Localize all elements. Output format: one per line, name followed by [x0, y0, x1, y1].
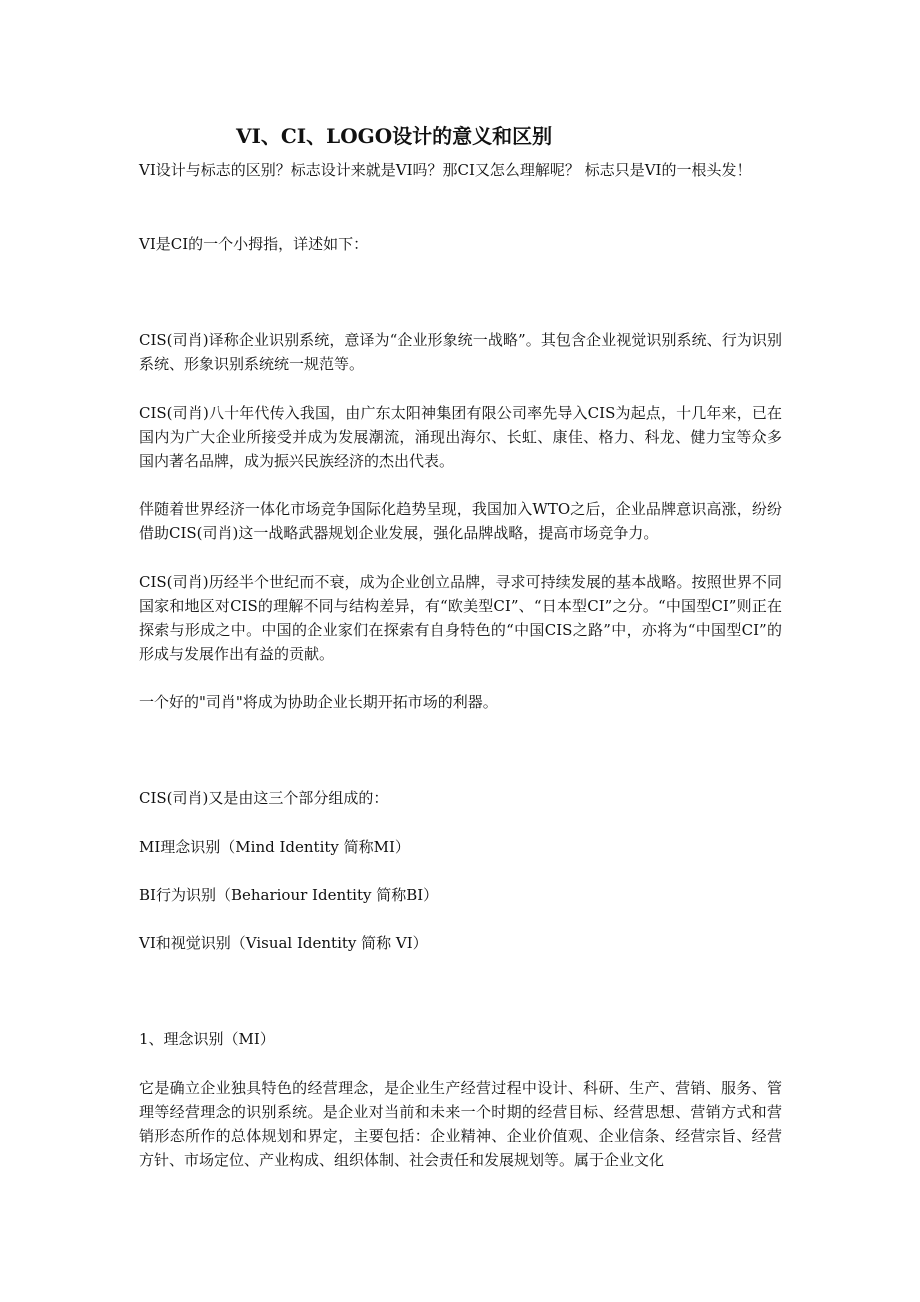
paragraph-vi-part-of-ci: VI是CI的一个小拇指，详述如下： [139, 235, 369, 253]
list-item-bi: BI行为识别（Behariour Identity 简称BI） [139, 886, 439, 904]
paragraph-cis-strategy: CIS(司肖)历经半个世纪而不衰，成为企业创立品牌，寻求可持续发展的基本战略。按照世界不同国家和地区对CIS的理解不同与结构差异，有“欧美型CI”、“日本型CI”之分。“中国型CI”则正在探索与形成之中。中国的企业家们在探索有自身特色的“中国CIS之路”中，亦将为“中国型CI”的形成与发展作出有益的贡献。 [139, 573, 782, 663]
paragraph-cis-parts-intro: CIS(司肖)又是由这三个部分组成的： [139, 789, 389, 807]
paragraph-cis-globalization: 伴随着世界经济一体化市场竞争国际化趋势呈现，我国加入WTO之后，企业品牌意识高涨，纷纷借助CIS(司肖)这一战略武器规划企业发展，强化品牌战略，提高市场竞争力。 [139, 500, 782, 542]
section-heading-mi: 1、理念识别（MI） [139, 1030, 275, 1048]
paragraph-cis-history: CIS(司肖)八十年代传入我国，由广东太阳神集团有限公司率先导入CIS为起点，十几年来，已在国内为广大企业所接受并成为发展潮流，涌现出海尔、长虹、康佳、格力、科龙、健力宝等众多国内著名品牌，成为振兴民族经济的杰出代表。 [139, 404, 782, 470]
list-item-vi: VI和视觉识别（Visual Identity 简称 VI） [139, 934, 428, 952]
document-title: VI、CI、LOGO设计的意义和区别 [236, 124, 553, 148]
paragraph-cis-definition: CIS(司肖)译称企业识别系统，意译为“企业形象统一战略”。其包含企业视觉识别系统、行为识别系统、形象识别系统统一规范等。 [139, 331, 782, 373]
paragraph-vi-vs-logo: VI设计与标志的区别？标志设计来就是VI吗？那CI又怎么理解呢？ 标志只是VI的一根头发！ [139, 161, 752, 179]
paragraph-mi-description: 它是确立企业独具特色的经营理念，是企业生产经营过程中设计、科研、生产、营销、服务、管理等经营理念的识别系统。是企业对当前和未来一个时期的经营目标、经营思想、营销方式和营销形态所作的总体规划和界定，主要包括：企业精神、企业价值观、企业信条、经营宗旨、经营方针、市场定位、产业构成、组织体制、社会责任和发展规划等。属于企业文化 [139, 1079, 782, 1169]
list-item-mi: MI理念识别（Mind Identity 简称MI） [139, 838, 410, 856]
paragraph-good-cis: 一个好的"司肖"将成为协助企业长期开拓市场的利器。 [139, 693, 498, 711]
